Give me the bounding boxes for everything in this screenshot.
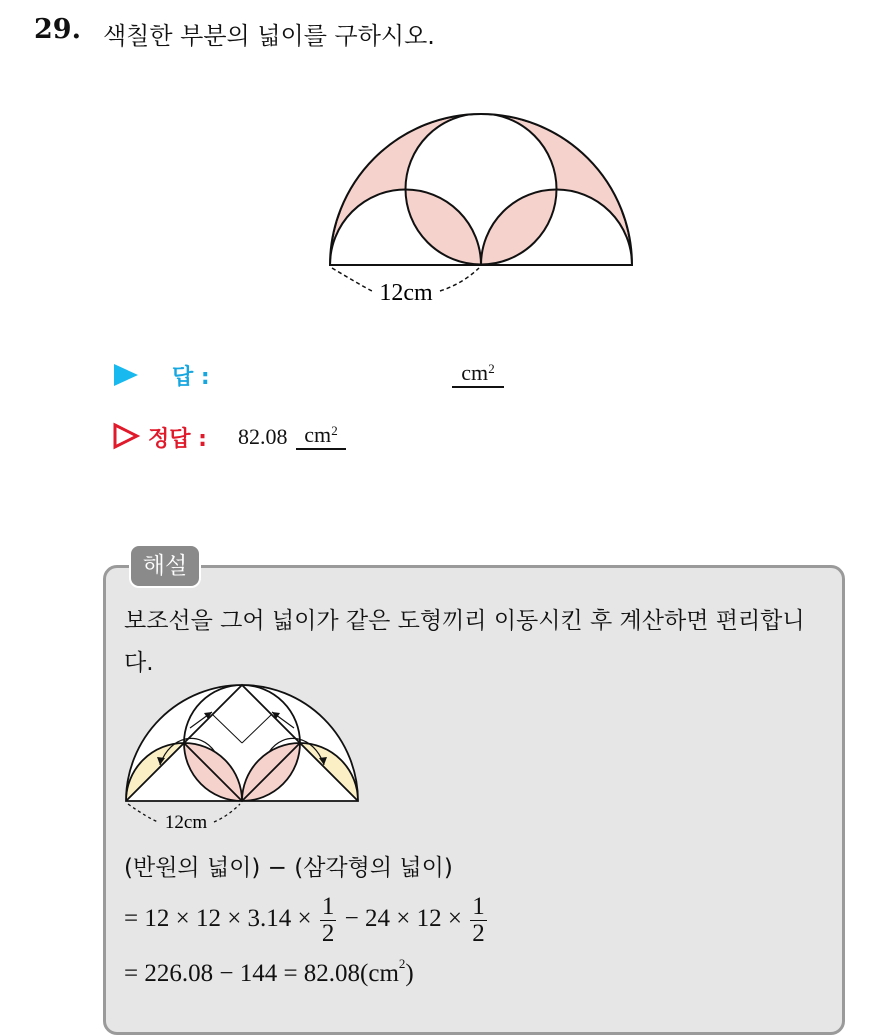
question-text: 색칠한 부분의 넓이를 구하시오. (103, 22, 435, 50)
question-figure (320, 105, 650, 310)
fraction-half-2: $\frac{1}{2}$ (472, 893, 485, 947)
solution-figure (118, 680, 368, 835)
solution-figure-label: 12cm (164, 812, 208, 833)
solution-line-3: = $226.08 - 144 = 82.08(cm^2)$ (124, 956, 414, 987)
correct-unit: $cm^2$ (296, 422, 346, 450)
question-figure-label: 12cm (379, 280, 433, 306)
answer-unit[interactable]: $cm^2$ (452, 360, 504, 388)
solution-line-1: (반원의 넓이) − (삼각형의 넓이) (124, 855, 453, 881)
fraction-half-1: $\frac{1}{2}$ (321, 893, 335, 947)
solution-tag: 해설 (129, 544, 201, 588)
question-number: 29. (34, 14, 81, 45)
solution-text: 보조선을 그어 넓이가 같은 도형끼리 이동시킨 후 계산하면 편리합니다. (124, 608, 805, 676)
correct-value: 82.08 (238, 424, 288, 449)
correct-label: 정답 : (148, 427, 207, 452)
solution-line-2: = 12 × 12 × 3.14 × $\frac{1}{2}$ − 24 × 12 × $\frac{1}{2}$ (124, 893, 485, 947)
answer-arrow-icon (112, 362, 140, 388)
answer-label: 답 : (172, 365, 210, 390)
correct-arrow-icon (112, 422, 140, 450)
